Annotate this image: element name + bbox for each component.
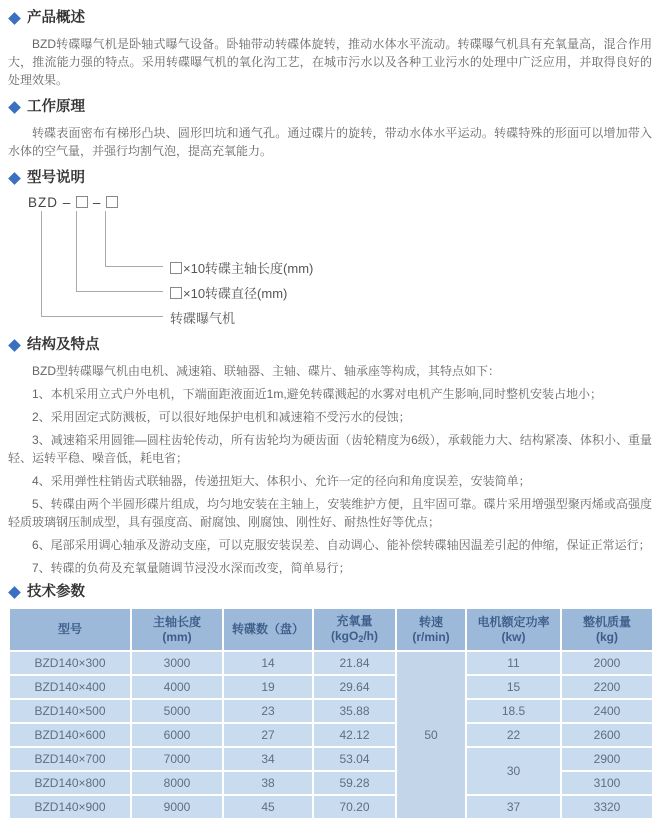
model-diagram [8,195,652,327]
cell-model: BZD140×900 [9,795,131,819]
diamond-icon [8,586,21,599]
cell-oxygen: 53.04 [313,747,396,771]
col-header-speed: 转速 (r/min) [396,608,466,651]
cell-model: BZD140×400 [9,675,131,699]
connector-line [76,211,77,291]
section-heading-model [8,168,652,188]
cell-model: BZD140×300 [9,651,131,675]
cell-shaft-length: 7000 [131,747,223,771]
model-label-machine-name [170,308,235,327]
cell-shaft-length: 4000 [131,675,223,699]
model-code [28,195,118,210]
table-row [9,675,653,699]
placeholder-box-icon [170,287,182,299]
col-header-oxygen: 充氧量 (kgO2/h) [313,608,396,651]
cell-shaft-length: 5000 [131,699,223,723]
section-heading-structure [8,335,652,355]
section-title: 产品概述 [27,10,85,26]
connector-line [105,266,163,267]
feature-item: 5、转碟由两个半圆形碟片组成，均匀地安装在主轴上，安装维护方便，且牢固可靠。碟片采用增强型聚丙烯或高强度轻质玻璃钢压制成型，具有强度高、耐腐蚀、刚腐蚀、刚性好、耐热性好等优点； [8,497,652,529]
col-header-shaft-length: 主轴长度 (mm) [131,608,223,651]
feature-item: 7、转碟的负荷及充氧量随调节浸没水深而改变，简单易行； [32,561,351,575]
cell-shaft-length: 3000 [131,651,223,675]
col-header-disc-count: 转碟数（盘） [223,608,313,651]
feature-item: 1、本机采用立式户外电机，下端面距液面近1m,避免转碟溅起的水雾对电机产生影响,同时整机安装占地小； [32,387,603,401]
cell-model: BZD140×800 [9,771,131,795]
cell-oxygen: 59.28 [313,771,396,795]
cell-weight: 3320 [561,795,653,819]
cell-weight: 2000 [561,651,653,675]
cell-weight: 3100 [561,771,653,795]
cell-power-merged: 30 [466,747,561,795]
diamond-icon [8,12,21,25]
principle-paragraph: 转碟表面密布有梯形凸块、圆形凹坑和通气孔。通过碟片的旋转，带动水体水平运动。转碟特殊的形面可以增加带入水体的空气量，并强行均割气泡，提高充氧能力。 [8,126,652,158]
placeholder-box-icon [76,196,88,208]
feature-item: 3、减速箱采用圆锥—圆柱齿轮传动，所有齿轮均为硬齿面（齿轮精度为6级），承载能力大、结构紧凑、体积小、重量轻、运转平稳、噪音低，耗电省； [8,433,652,465]
placeholder-box-icon [106,196,118,208]
section-heading-overview [8,8,652,28]
cell-shaft-length: 8000 [131,771,223,795]
cell-speed-merged: 50 [396,651,466,819]
model-prefix: BZD [28,195,58,210]
section-heading-params [8,582,652,602]
cell-oxygen: 29.64 [313,675,396,699]
feature-item: 6、尾部采用调心轴承及游动支座，可以克服安装误差、自动调心、能补偿转碟轴因温差引起的伸缩，保证正常运行； [32,538,651,552]
cell-disc-count: 19 [223,675,313,699]
section-title: 工作原理 [27,99,85,115]
col-header-model: 型号 [9,608,131,651]
cell-disc-count: 38 [223,771,313,795]
model-label-disc-diameter [170,283,287,302]
cell-power: 15 [466,675,561,699]
cell-weight: 2900 [561,747,653,771]
cell-oxygen: 21.84 [313,651,396,675]
table-row [9,651,653,675]
cell-disc-count: 34 [223,747,313,771]
diamond-icon [8,339,21,352]
cell-weight: 2200 [561,675,653,699]
cell-shaft-length: 6000 [131,723,223,747]
section-heading-principle [8,97,652,117]
cell-disc-count: 14 [223,651,313,675]
table-row [9,723,653,747]
overview-paragraph: BZD转碟曝气机是卧轴式曝气设备。卧轴带动转碟体旋转，推动水体水平流动。转碟曝气机具有充氧量高，混合作用大，推流能力强的特点。采用转碟曝气机的氧化沟工艺，在城市污水以及各种工业污水的处理中广泛应用，并取得良好的处理效果。 [8,37,652,87]
label-text: 转碟曝气机 [170,311,236,326]
connector-line [41,316,163,317]
cell-oxygen: 35.88 [313,699,396,723]
col-header-power: 电机额定功率 (kw) [466,608,561,651]
diamond-icon [8,101,21,114]
cell-shaft-length: 9000 [131,795,223,819]
cell-model: BZD140×700 [9,747,131,771]
feature-item: 4、采用弹性柱销齿式联轴器，传递扭矩大、体积小、允许一定的径向和角度误差，安装简单； [32,474,531,488]
cell-model: BZD140×500 [9,699,131,723]
section-title: 结构及特点 [27,337,100,353]
cell-power: 22 [466,723,561,747]
cell-weight: 2600 [561,723,653,747]
cell-disc-count: 27 [223,723,313,747]
cell-oxygen: 42.12 [313,723,396,747]
col-header-weight: 整机质量 (kg) [561,608,653,651]
model-label-shaft-length [170,258,313,277]
structure-intro: BZD型转碟曝气机由电机、减速箱、联轴器、主轴、碟片、轴承座等构成，其特点如下： [32,364,501,378]
table-row [9,795,653,819]
cell-disc-count: 23 [223,699,313,723]
cell-power: 18.5 [466,699,561,723]
header-row [9,608,653,651]
placeholder-box-icon [170,262,182,274]
cell-power: 11 [466,651,561,675]
section-title: 技术参数 [27,584,85,600]
feature-item: 2、采用固定式防溅板，可以很好地保护电机和减速箱不受污水的侵蚀； [32,410,411,424]
label-text: ×10转碟直径(mm) [183,286,288,301]
cell-weight: 2400 [561,699,653,723]
connector-line [76,291,163,292]
dash: – [92,195,102,210]
connector-line [105,211,106,266]
cell-model: BZD140×600 [9,723,131,747]
cell-disc-count: 45 [223,795,313,819]
table-row [9,699,653,723]
connector-line [41,211,42,316]
specs-table [8,607,654,820]
diamond-icon [8,172,21,185]
label-text: ×10转碟主轴长度(mm) [183,261,314,276]
cell-power: 37 [466,795,561,819]
table-row [9,747,653,771]
cell-oxygen: 70.20 [313,795,396,819]
feature-list [8,362,652,577]
section-title: 型号说明 [27,170,85,186]
dash: – [62,195,72,210]
